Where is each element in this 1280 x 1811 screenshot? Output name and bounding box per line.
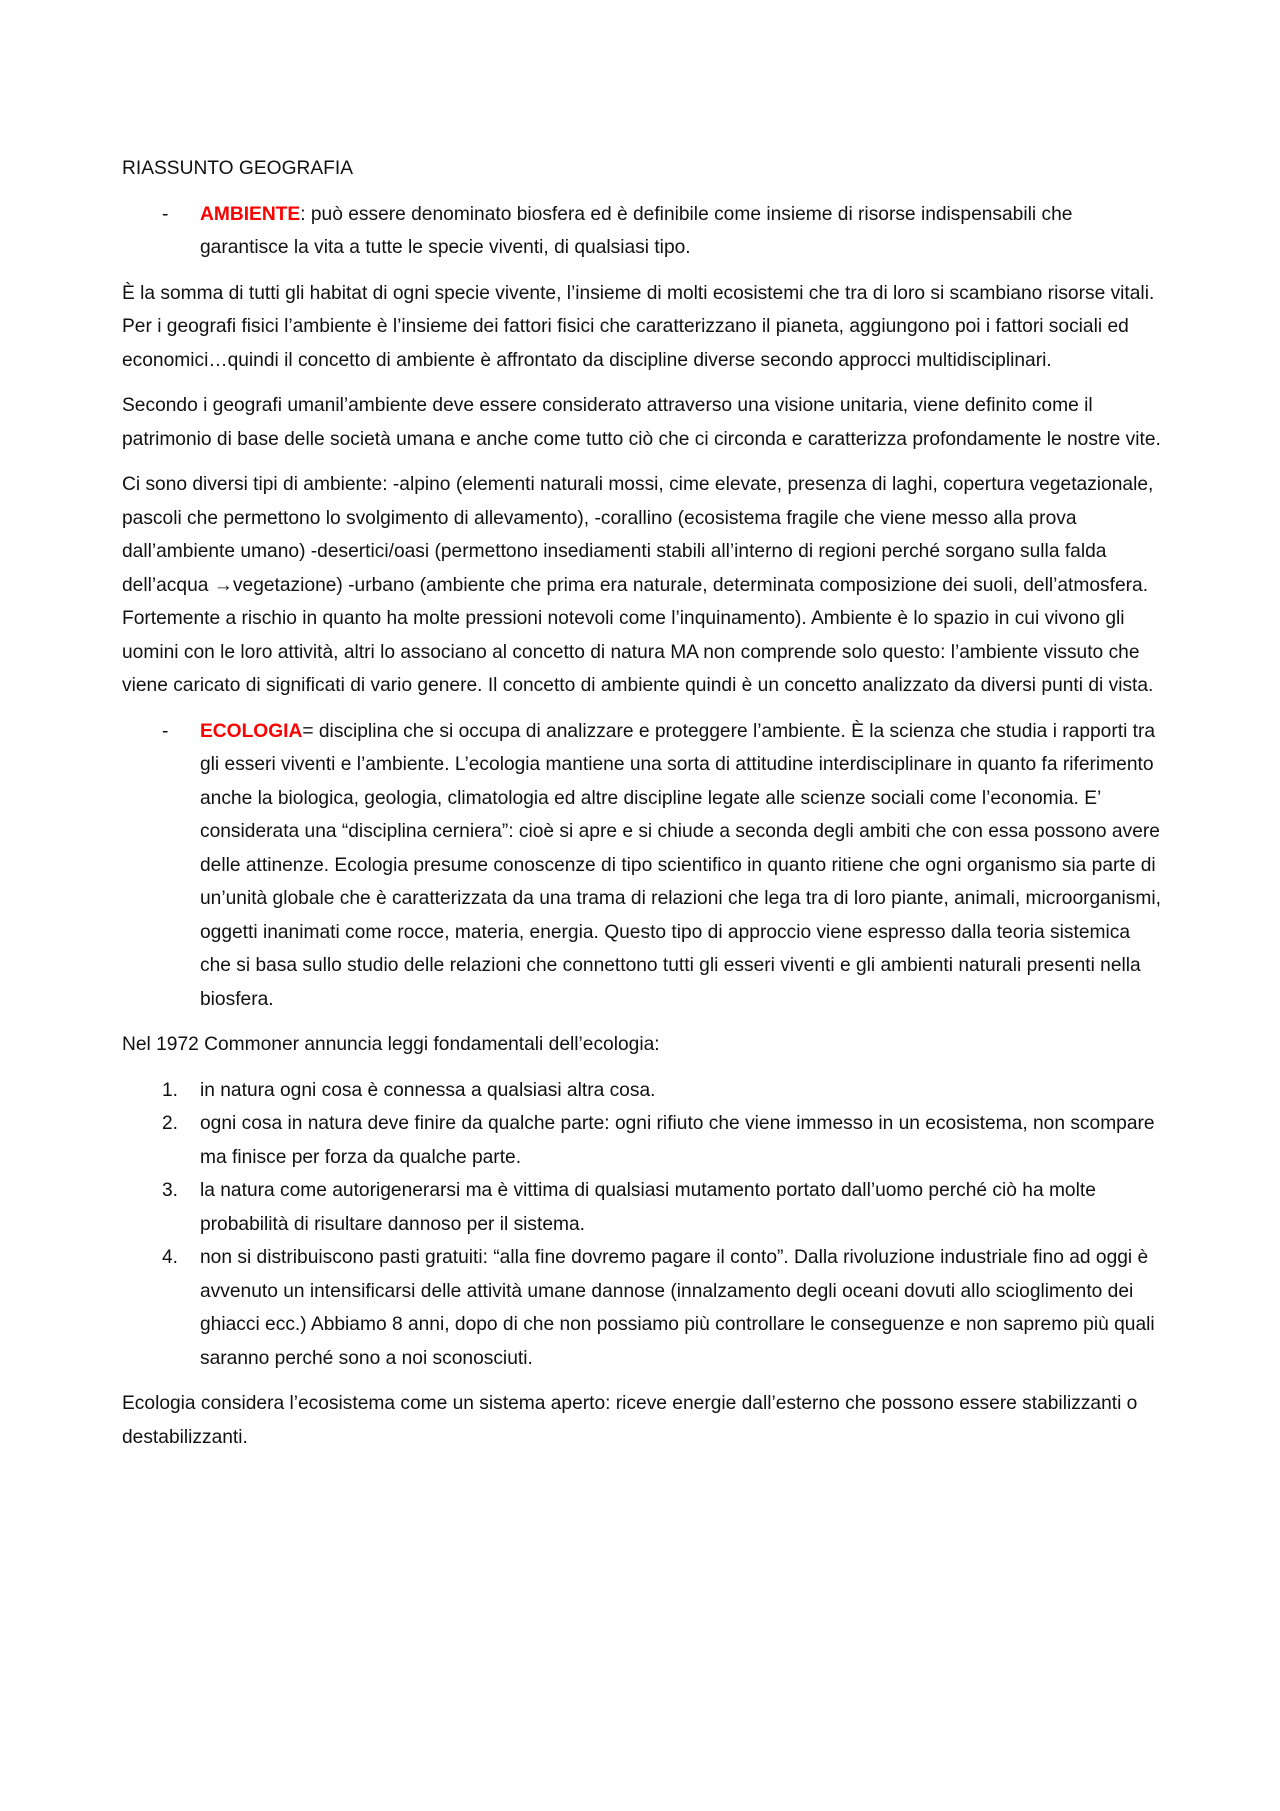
- bullet-ecologia: [122, 715, 1162, 1017]
- list-number: 2.: [162, 1113, 179, 1134]
- list-item: [122, 1241, 1162, 1375]
- list-text: in natura ogni cosa è connessa a qualsiasi altra cosa.: [200, 1079, 656, 1101]
- document-title: RIASSUNTO GEOGRAFIA: [122, 158, 353, 179]
- paragraph-final: Ecologia considera l’ecosistema come un sistema aperto: riceve energie dall’esterno che possono essere stabilizzanti o destabilizzanti.: [122, 1393, 1138, 1448]
- list-text: non si distribuiscono pasti gratuiti: “alla fine dovremo pagare il conto”. Dalla rivoluzione industriale fino ad oggi è avvenuto un intensificarsi delle attività umane dannose (innalzamento degli oceani dovuti allo scioglimento dei ghiacci ecc.) Abbiamo 8 anni, dopo di che non possiamo più controllare le conseguenze e non sapremo più quali saranno perché sono a noi sconosciuti.: [200, 1247, 1155, 1369]
- bullet-ambiente: [122, 198, 1162, 265]
- document-body: [122, 152, 1162, 1466]
- right-arrow-icon: →: [213, 574, 233, 596]
- laws-list: [122, 1074, 1162, 1376]
- list-text: ogni cosa in natura deve finire da qualche parte: ogni rifiuto che viene immesso in un ecosistema, non scompare ma finisce per forza da qualche parte.: [200, 1113, 1155, 1168]
- list-number: 3.: [162, 1180, 179, 1201]
- definition-ambiente: : può essere denominato biosfera ed è definibile come insieme di risorse indispensabili che garantisce la vita a tutte le specie viventi, di qualsiasi tipo.: [200, 203, 1073, 258]
- bullet-dash: -: [162, 203, 169, 225]
- list-item: [122, 1174, 1162, 1241]
- term-ambiente: AMBIENTE: [200, 203, 301, 225]
- term-ecologia: ECOLOGIA: [200, 720, 303, 742]
- laws-intro: Nel 1972 Commoner annuncia leggi fondamentali dell’ecologia:: [122, 1034, 660, 1055]
- list-item: [122, 1074, 1162, 1108]
- paragraph-tipi-ambiente-part2: vegetazione) -urbano (ambiente che prima era naturale, determinata composizione dei suoli, dell’atmosfera. Fortemente a rischio in quanto ha molte pressioni notevoli come l’inquinamento). Ambiente è lo spazio in cui vivono gli uomini con le loro attività, altri lo associano al concetto di natura MA non comprende solo questo: l’ambiente vissuto che viene caricato di significati di vario genere. Il concetto di ambiente quindi è un concetto analizzato da diversi punti di vista.: [122, 574, 1154, 696]
- paragraph-habitat: È la somma di tutti gli habitat di ogni specie vivente, l’insieme di molti ecosistemi che tra di loro si scambiano risorse vitali. Per i geografi fisici l’ambiente è l’insieme dei fattori fisici che caratterizzano il pianeta, aggiungono poi i fattori sociali ed economici…quindi il concetto di ambiente è affrontato da discipline diverse secondo approcci multidisciplinari.: [122, 282, 1155, 371]
- definition-ecologia: = disciplina che si occupa di analizzare e proteggere l’ambiente. È la scienza che studia i rapporti tra gli esseri viventi e l’ambiente. L’ecologia mantiene una sorta di attitudine interdisciplinare in quanto fa riferimento anche la biologica, geologia, climatologia ed altre discipline legate alle scienze sociali come l’economia. E’ considerata una “disciplina cerniera”: cioè si apre e si chiude a seconda degli ambiti che con essa possono avere delle attinenze. Ecologia presume conoscenze di tipo scientifico in quanto ritiene che ogni organismo sia parte di un’unità globale che è caratterizzata da una trama di relazioni che lega tra di loro piante, animali, microorganismi, oggetti inanimati come rocce, materia, energia. Questo tipo di approccio viene espresso dalla teoria sistemica che si basa sullo studio delle relazioni che connettono tutti gli esseri viventi e gli ambienti naturali presenti nella biosfera.: [200, 720, 1161, 1010]
- list-number: 4.: [162, 1247, 179, 1268]
- paragraph-geografi-umani: Secondo i geografi umanil’ambiente deve essere considerato attraverso una visione unitaria, viene definito come il patrimonio di base delle società umana e anche come tutto ciò che ci circonda e caratterizza profondamente le nostre vite.: [122, 395, 1161, 450]
- list-item: [122, 1107, 1162, 1174]
- paragraph-tipi-ambiente: [122, 468, 1162, 703]
- list-number: 1.: [162, 1079, 179, 1101]
- bullet-dash: -: [162, 720, 169, 742]
- list-text: la natura come autorigenerarsi ma è vittima di qualsiasi mutamento portato dall’uomo perché ciò ha molte probabilità di risultare dannoso per il sistema.: [200, 1180, 1096, 1235]
- paragraph-tipi-ambiente-part1: Ci sono diversi tipi di ambiente: -alpino (elementi naturali mossi, cime elevate, presenza di laghi, copertura vegetazionale, pascoli che permettono lo svolgimento di allevamento), -corallino (ecosistema fragile che viene messo alla prova dall’ambiente umano) -desertici/oasi (permettono insediamenti stabili all’interno di regioni perché sorgano sulla falda dell’acqua: [122, 474, 1154, 596]
